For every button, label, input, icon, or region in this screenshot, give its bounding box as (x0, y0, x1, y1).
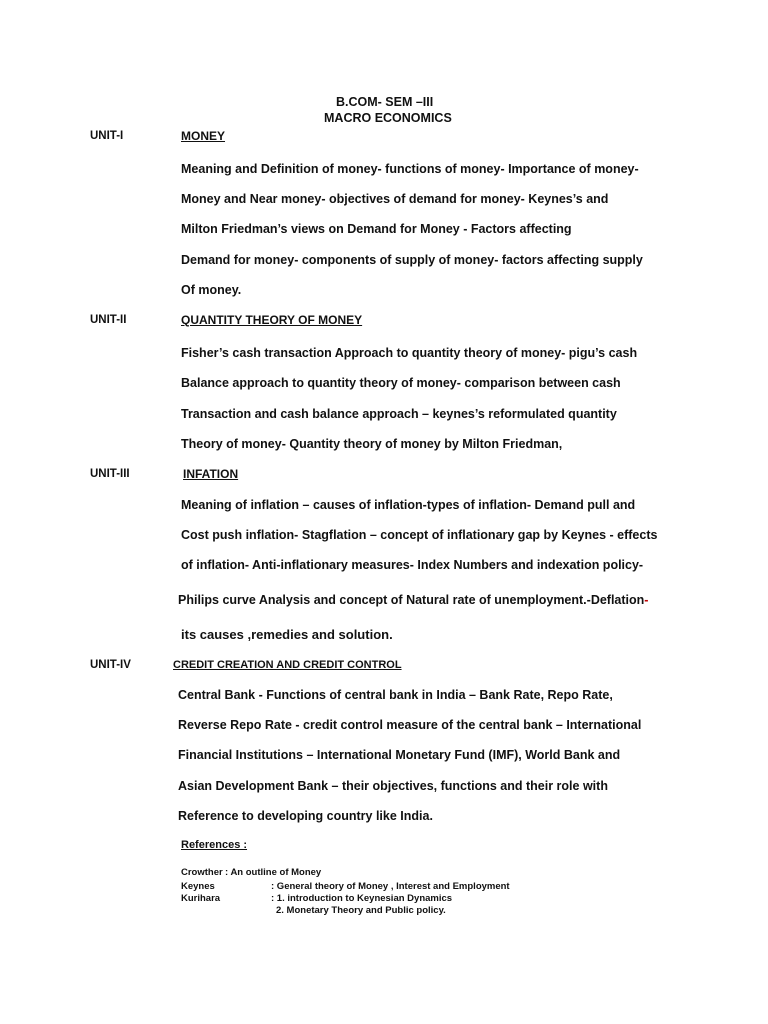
reference-author: Crowther (181, 867, 223, 878)
unit-3-line: its causes ,remedies and solution. (181, 627, 393, 642)
unit-1-line: Milton Friedman’s views on Demand for Money - Factors affecting (181, 222, 572, 236)
reference-author: Keynes (181, 881, 215, 892)
unit-2-label: UNIT-II (90, 314, 127, 326)
reference-title: : General theory of Money , Interest and Employment (271, 881, 510, 892)
subject-title: MACRO ECONOMICS (324, 111, 452, 125)
unit-1-heading: MONEY (181, 129, 226, 143)
unit-3-line-text: Philips curve Analysis and concept of Natural rate of unemployment.-Deflation (178, 593, 645, 607)
unit-2-heading: QUANTITY THEORY OF MONEY (181, 313, 363, 327)
trailing-dash: - (644, 593, 649, 607)
unit-4-heading: CREDIT CREATION AND CREDIT CONTROL (173, 659, 402, 671)
unit-1-label: UNIT-I (90, 130, 124, 142)
unit-4-line: Reference to developing country like India. (178, 809, 433, 823)
unit-3-line: of inflation- Anti-inflationary measures- Index Numbers and indexation policy- (181, 558, 644, 572)
unit-4-label: UNIT-IV (90, 659, 131, 671)
unit-4-line: Reverse Repo Rate - credit control measure of the central bank – International (178, 718, 642, 732)
unit-3-heading: INFATION (183, 467, 239, 481)
reference-title: : 1. introduction to Keynesian Dynamics (271, 893, 453, 904)
unit-4-line: Financial Institutions – International Monetary Fund (IMF), World Bank and (178, 748, 621, 762)
unit-1-line: Of money. (181, 283, 242, 297)
unit-2-line: Theory of money- Quantity theory of money by Milton Friedman, (181, 437, 563, 451)
unit-4-line: Central Bank - Functions of central bank in India – Bank Rate, Repo Rate, (178, 688, 613, 702)
unit-4-line: Asian Development Bank – their objectives, functions and their role with (178, 779, 608, 793)
unit-1-line: Money and Near money- objectives of demand for money- Keynes’s and (181, 192, 609, 206)
unit-1-line: Meaning and Definition of money- functions of money- Importance of money- (181, 162, 639, 176)
unit-1-line: Demand for money- components of supply of money- factors affecting supply (181, 253, 643, 267)
unit-3-label: UNIT-III (90, 468, 130, 480)
reference-title: 2. Monetary Theory and Public policy. (276, 905, 446, 916)
references-heading: References : (181, 839, 248, 851)
unit-2-line: Fisher’s cash transaction Approach to quantity theory of money- pigu’s cash (181, 346, 638, 360)
unit-3-line: Cost push inflation- Stagflation – concept of inflationary gap by Keynes - effects (181, 528, 658, 542)
unit-3-line: Meaning of inflation – causes of inflation-types of inflation- Demand pull and (181, 498, 636, 512)
reference-title: : An outline of Money (225, 867, 322, 878)
unit-3-line (178, 593, 648, 607)
reference-author: Kurihara (181, 893, 221, 904)
course-title: B.COM- SEM –III (336, 95, 434, 109)
unit-2-line: Balance approach to quantity theory of money- comparison between cash (181, 376, 621, 390)
unit-2-line: Transaction and cash balance approach – keynes’s reformulated quantity (181, 407, 617, 421)
